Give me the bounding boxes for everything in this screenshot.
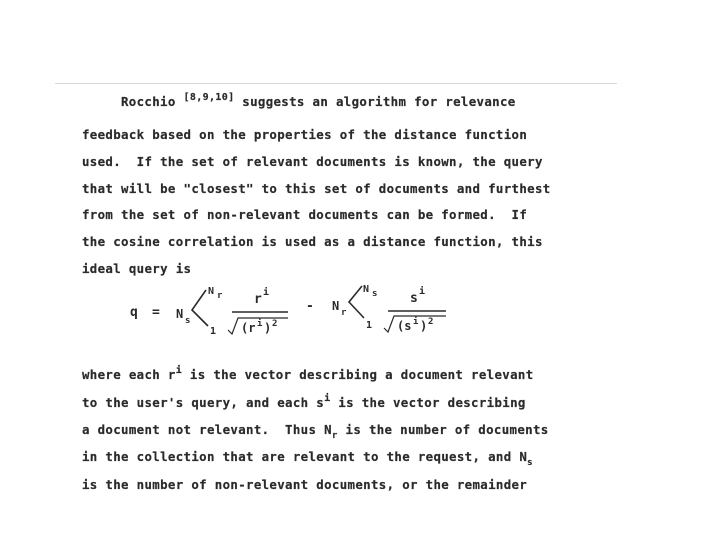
text-line-1 [121,94,516,110]
eq-minus: - [306,299,314,314]
top-divider [55,83,617,84]
left-upper-sub: r [217,291,223,301]
text-line-12: is the number of non-relevant documents, or the remainder [82,477,528,492]
text-line-7: ideal query is [82,261,192,276]
text-line-6: the cosine correlation is used as a distance function, this [82,234,543,249]
left-den-end: ) [264,321,272,335]
left-coef-sub: s [185,316,191,326]
text-line-4: that will be "closest" to this set of documents and furthest [82,181,551,196]
right-num-sup: i [419,286,426,297]
equation-figure [120,284,460,346]
text-line-3: used. If the set of relevant documents is known, the query [82,154,543,169]
text-line-11 [82,449,533,468]
text-line-1-rest: suggests an algorithm for relevance [234,94,516,109]
text-segment: is the vector describing [330,395,526,410]
citation-ref: [8,9,10] [183,92,235,103]
superscript-i: i [175,365,183,376]
eq-lhs: q [130,305,138,320]
left-lower: 1 [210,326,217,337]
right-den-pow: 2 [428,317,434,327]
text-rocchio: Rocchio [121,94,184,109]
left-num: r [254,292,262,307]
subscript-r: r [331,431,338,441]
text-segment: to the user's query, and each s [82,395,325,410]
right-sigma-icon [349,286,364,318]
right-upper: N [363,284,370,295]
right-lower: 1 [366,320,373,331]
eq-equals: = [152,305,160,320]
text-line-9 [82,395,526,411]
right-num: s [410,291,418,306]
superscript-i: i [324,393,331,404]
text-segment: in the collection that are relevant to the request, and N [82,449,528,464]
right-den: (s [397,319,412,333]
text-segment: where each r [82,367,176,382]
left-den-pow: 2 [272,319,278,329]
left-den: (r [241,321,256,335]
left-sigma-icon [192,290,208,326]
right-coef: N [332,299,340,313]
right-coef-sub: r [341,308,347,318]
text-segment: a document not relevant. Thus N [82,422,332,437]
subscript-s: s [527,458,533,468]
left-coef: N [176,307,184,321]
left-upper: N [208,286,215,297]
left-den-sup: i [257,319,263,329]
right-den-end: ) [420,319,428,333]
rocchio-equation [120,284,460,346]
text-line-8 [82,367,534,383]
text-line-10 [82,422,549,441]
text-segment: is the vector describing a document relevant [182,367,534,382]
left-num-sup: i [263,287,270,298]
right-den-sup: i [413,317,419,327]
right-upper-sub: s [372,289,378,299]
text-segment: is the number of documents [337,422,549,437]
text-line-5: from the set of non-relevant documents can be formed. If [82,207,528,222]
text-line-2: feedback based on the properties of the distance function [82,127,528,142]
